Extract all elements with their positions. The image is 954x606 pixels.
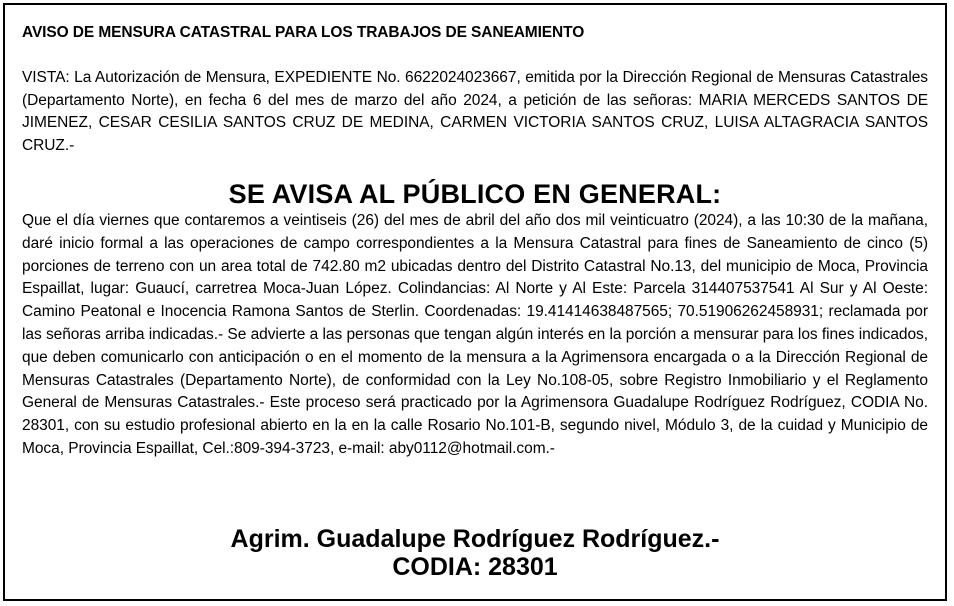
signature-block	[5, 525, 945, 581]
notice-heading: AVISO DE MENSURA CATASTRAL PARA LOS TRABAJOS DE SANEAMIENTO	[22, 24, 585, 41]
notice-box	[3, 3, 947, 601]
signature-name: Agrim. Guadalupe Rodríguez Rodríguez.-	[230, 525, 720, 553]
signature-codia: CODIA: 28301	[392, 553, 558, 581]
public-announcement-title: SE AVISA AL PÚBLICO EN GENERAL:	[228, 179, 722, 209]
notice-body-paragraph: Que el día viernes que contaremos a veintiseis (26) del mes de abril del año dos mil veinticuatro (2024), a las 10:30 de la mañana, daré inicio formal a las operaciones de campo correspondientes a la Mensura Catastral para fines de Saneamiento de cinco (5) porciones de terreno con un area total de 742.80 m2 ubicadas dentro del Distrito Catastral No.13, del municipio de Moca, Provincia Espaillat, lugar: Guaucí, carretrea Moca-Juan López. Colindancias: Al Norte y Al Este: Parcela 314407537541 Al Sur y Al Oeste: Camino Peatonal e Inocencia Ramona Santos de Sterlin. Coordenadas: 19.41414638487565; 70.51906262458931; reclamada por las señoras arriba indicadas.- Se advierte a las personas que tengan algún interés en la porción a mensurar para los fines indicados, que deben comunicarlo con anticipación o en el momento de la mensura a la Agrimensora encargada o a la Dirección Regional de Mensuras Catastrales (Departamento Norte), de conformidad con la Ley No.108-05, sobre Registro Inmobiliario y el Reglamento General de Mensuras Catastrales.- Este proceso será practicado por la Agrimensora Guadalupe Rodríguez Rodríguez, CODIA No. 28301, con su estudio profesional abierto en la en la calle Rosario No.101-B, segundo nivel, Módulo 3, de la cuidad y Municipio de Moca, Provincia Espaillat, Cel.:809-394-3723, e-mail: aby0112@hotmail.com.-	[22, 212, 928, 457]
vista-paragraph: VISTA: La Autorización de Mensura, EXPEDIENTE No. 6622024023667, emitida por la Dirección Regional de Mensuras Catastrales (Departamento Norte), en fecha 6 del mes de marzo del año 2024, a petición de las señoras: MARIA MERCEDS SANTOS DE JIMENEZ, CESAR CESILIA SANTOS CRUZ DE MEDINA, CARMEN VICTORIA SANTOS CRUZ, LUISA ALTAGRACIA SANTOS CRUZ.-	[22, 69, 928, 154]
